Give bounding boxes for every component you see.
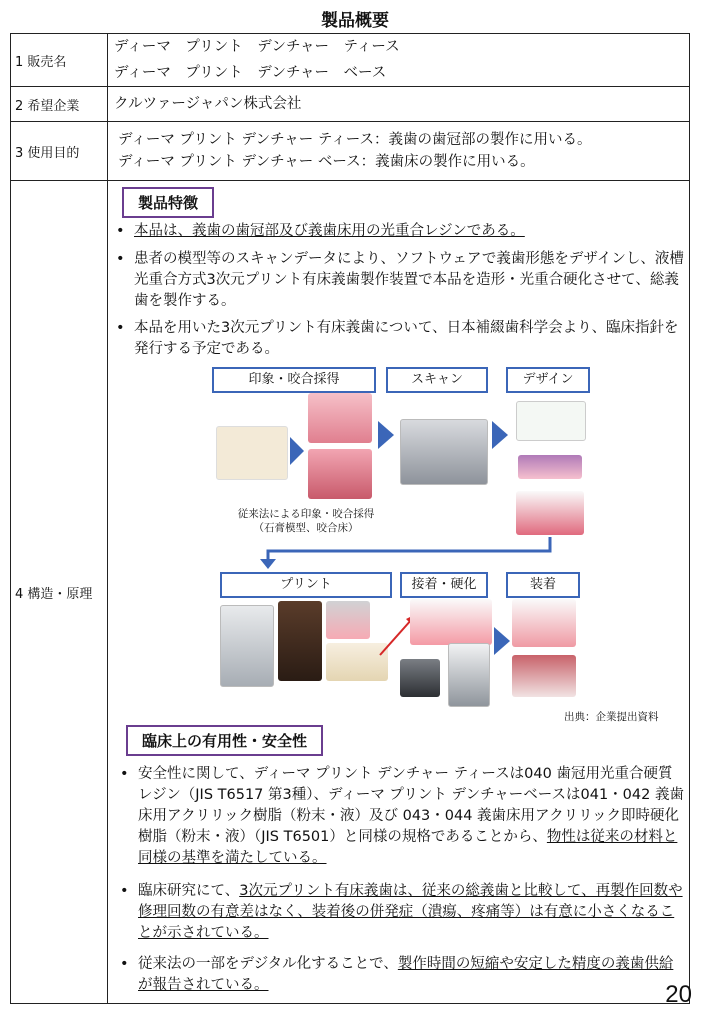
brand-name-1: ディーマ プリント デンチャー ティース: [114, 39, 400, 55]
clinical-bullet: • 臨床研究にて、3次元プリント有床義歯は、従来の総義歯と比較して、再製作回数や修理回数の有意差はなく、装着後の併発症（潰瘍、疼痛等）は有意に小さくなることが示されている。: [120, 883, 683, 941]
purpose-line-1: ディーマ プリント デンチャー ティース：義歯の歯冠部の製作に用いる。: [118, 132, 592, 148]
row-label: 3 使用目的: [11, 122, 108, 181]
bite-rim-photo: [308, 393, 372, 443]
plaster-model-photo: [216, 426, 288, 480]
arrow-icon: [492, 421, 508, 449]
3d-printer-photo: [220, 605, 274, 687]
feature-bullet: • 本品を用いた3次元プリント有床義歯について、日本補綴歯科学会より、臨床指針を発行する予定である。: [116, 320, 679, 357]
step-print: プリント: [220, 572, 392, 598]
table-row: [11, 87, 690, 122]
workflow-caption: 従来法による印象・咬合採得 （石膏模型、咬合床）: [237, 508, 375, 534]
step-fitting: 装着: [506, 572, 580, 598]
table-row: [11, 122, 690, 181]
source-note: 出典：企業提出資料: [564, 711, 659, 723]
brand-name-2: ディーマ プリント デンチャー ベース: [114, 65, 387, 81]
feature-bullet: • 本品は、義歯の歯冠部及び義歯床用の光重合レジンである。: [116, 223, 525, 239]
clinical-bullet: • 安全性に関して、ディーマ プリント デンチャー ティースは040 歯冠用光重合硬質レジン（JIS T6517 第3種）、ディーマ プリント デンチャーベースは041・042 義歯床用アクリリック樹脂（粉末・液）及び 043・044 義歯床用アクリリック即時硬化樹脂（粉末・液）（JIS T6501）と同様の規格であることから、物性は従来の材料と同様の基準を満たしている。: [120, 766, 684, 866]
feature-bullet: • 患者の模型等のスキャンデータにより、ソフトウェアで義歯形態をデザインし、液槽光重合方式3次元プリント有床義歯製作装置で本品を造形・光重合硬化させて、総義歯を製作する。: [116, 251, 684, 309]
arrow-icon: [494, 627, 510, 655]
step-impression: 印象・咬合採得: [212, 367, 376, 393]
page-title: 製品概要: [321, 11, 389, 31]
light-cure-device-photo: [448, 643, 490, 707]
design-model-photo: [518, 455, 582, 479]
flow-connector: [258, 535, 558, 571]
scanner-photo: [400, 419, 488, 485]
resin-bottles-photo: [278, 601, 322, 681]
clinical-heading: 臨床上の有用性・安全性: [126, 725, 323, 756]
designed-denture-photo: [516, 491, 584, 535]
step-design: デザイン: [506, 367, 590, 393]
printed-base-photo: [326, 601, 370, 639]
row-label: 1 販売名: [11, 34, 108, 87]
bonded-denture-photo: [410, 599, 492, 645]
page-number: 20: [665, 981, 692, 1008]
finished-denture-photo: [512, 599, 576, 647]
step-bond-cure: 接着・硬化: [400, 572, 488, 598]
table-row: [11, 34, 690, 87]
design-software-photo: [516, 401, 586, 441]
product-overview-table: [10, 33, 690, 1004]
fitted-denture-photo: [512, 655, 576, 697]
structure-principle-panel: [108, 181, 689, 1003]
features-heading: 製品特徴: [122, 187, 214, 218]
curing-unit-photo: [400, 659, 440, 697]
arrow-icon: [290, 437, 304, 465]
applicant-company: クルツァージャパン株式会社: [114, 96, 302, 112]
clinical-bullet: • 従来法の一部をデジタル化することで、製作時間の短縮や安定した精度の義歯供給が報告されている。: [120, 956, 674, 993]
row-label: 4 構造・原理: [11, 181, 108, 1004]
purpose-line-2: ディーマ プリント デンチャー ベース：義歯床の製作に用いる。: [118, 154, 535, 170]
arrow-icon: [378, 421, 394, 449]
row-label: 2 希望企業: [11, 87, 108, 122]
bite-registration-photo: [308, 449, 372, 499]
table-row: [11, 181, 690, 1004]
step-scan: スキャン: [386, 367, 488, 393]
